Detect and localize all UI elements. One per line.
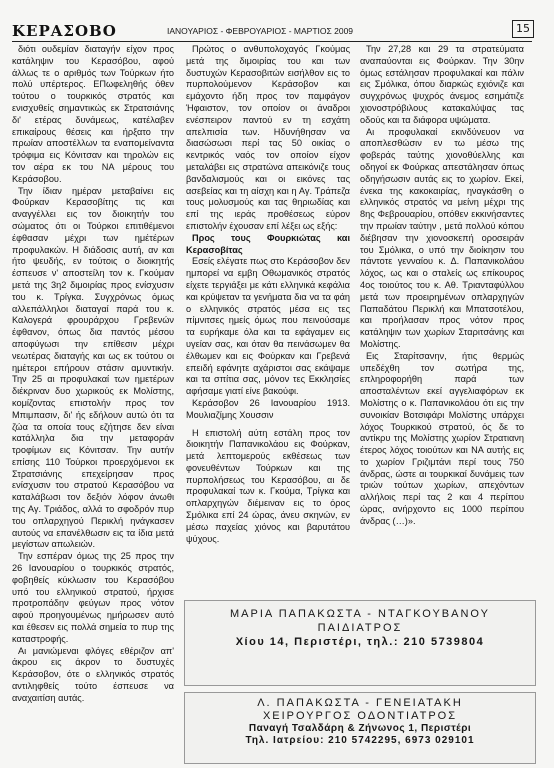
issue-date: ΙΑΝΟΥΑΡΙΟΣ - ΦΕΒΡΟΥΑΡΙΟΣ - ΜΑΡΤΙΟΣ 2009 bbox=[166, 26, 354, 36]
ad-doctor-specialty: ΧΕΙΡΟΥΡΓΟΣ ΟΔΟΝΤΙΑΤΡΟΣ bbox=[262, 710, 458, 722]
paragraph: Την εσπέραν όμως της 25 προς την 26 Ιανουαρίου ο τουρκικός στρατός, φοβηθείς κύκλωσιν του Κερασόβου υπό του ελληνικού στρατού, ήρχισε προτροπάδην φεύγων προς νότον αφού προηγουμένως ημήρωσεν αυτό και έθεσεν εις πολλά σημεία το πυρ της καταστροφής. bbox=[12, 551, 174, 644]
article-column-2 bbox=[186, 44, 350, 590]
article-column-1 bbox=[12, 44, 174, 760]
paragraph: Την ίδιαν ημέραν μεταβαίνει εις Φούρκαν Κερασοβίτης τις και αναγγέλλει εις τον διοικητήν του σώματος ότι οι Τούρκοι επιτιθέμενοι έφθασαν μέχρι των ημέτέρων προφυλακών. Η διάδοσις αυτή, αν και ήτο ψευδής, εν τούτοις ο διοικητής έσπευσε ν' αποστείλη τον κ. Γκούμαν μετά της 3η2 διμοιρίας προς ενίσχυσιν του κ. Τρίγκα. Συγχρόνως όμως αλλεπάλληλοι διαταγαί παρά του κ. Καλογερά φρουράρχου Γρεβενών έφθανον, όπως δια παντός μέσου αποφύγωσι την επίθεσιν μέχρι νεωτέρας διαταγής και ως εκ τούτου οι ημέτεροι επήρουν στάσιν αμυντικήν. Την 25 αι προφυλακαί των ημετέρων διέκριναν δυο χωρικούς εκ Μολίστης, κομίζοντας επιστολήν προς τον Μπιμπασιν, δι' ής εδήλουν αυτώ ότι τα ζώα τα οποία τους εζήτησε δεν είναι κατάλληλα δια την μεταφοράν τροφίμων εις Κόνιτσαν. Την αυτήν επίσης 110 Τούρκοι προερχόμενοι εκ Στρατσιάνης επεχείρησαν προς ενίσχυσιν του στρατού Κερασόβου να καταλάβωσι τον δεξιόν λόφον άνωθι της Αγ. Τριάδος, αλλά το σφοδρόν πυρ του οπλαρχηγού Περικλή ηνάγκασεν αυτούς να επανέλθωσιν εις τα ίδια μετά μεγίστων απωλειών. bbox=[12, 185, 174, 550]
paragraph: Την 27,28 και 29 τα στρατεύματα αναπαύονται εις Φούρκαν. Την 30ην όμως εστάλησαν προφυλακαί και πάλιν εις Σμόλικα, όπου διαρκώς εχιόνιζε και συγχρόνως ψυχρός άνεμος εσημάτιζε χιονοστρόβιλους κατακαλύψας τας οδούς και τα διάφορα υψώματα. bbox=[360, 44, 524, 125]
page-header bbox=[0, 0, 554, 40]
ad-doctor-phone: Τηλ. Ιατρείου: 210 5742295, 6973 029101 bbox=[245, 735, 475, 746]
article-column-3 bbox=[360, 44, 524, 590]
pediatrician-ad bbox=[184, 600, 536, 686]
ad-doctor-name: Λ. ΠΑΠΑΚΩΣΤΑ - ΓΕΝΕΙΑΤΑΚΗ bbox=[257, 697, 463, 709]
paragraph: διότι ουδεμίαν διαταγήν είχον προς κατάληψιν του Κερασόβου, αφού άλλως τε ο αριθμός των Τούρκων ήτο πολύ υπέρτερος. ΕΠωφεληθής όθεν τούτου ο τουρκικός στρατός και ενισχυθείς σημαντικώς εκ Στρατσιάνης δι' ετέρας δυνάμεως, κατέλαβεν επικαίρους θέσεις και ήρξατο την πρωίαν αποστέλλων τα εναπομείναντα τρόφιμα εις Κόνιτσαν και τηρολών εις τον αέρα εκ του ΝΑ μέρους του Κεράσοβου. bbox=[12, 44, 174, 184]
ad-doctor-address: Παναγή Τσαλδάρη & Ζήνωνος 1, Περιστέρι bbox=[248, 723, 472, 734]
ad-doctor-specialty: ΠΑΙΔΙΑΤΡΟΣ bbox=[317, 622, 403, 634]
paragraph: Η επιστολή αύτη εστάλη προς τον διοικητήν Παπανικολάου εις Φούρκαν, μετά λεπτομερούς εκθέσεως των φονευθέντων Τούρκων και της πυρπολήσεως του Κερασόβου, αι δε προφυλακαί των κ. Γκούμα, Τρίγκα και οπλαρχηγών διέμειναν εις το όρος Σμόλικα επί 24 ώρας, άνευ σκηνών, εν μέσω παχείας χιόνος και βαρυτάτου ψύχους. bbox=[186, 427, 350, 544]
dentist-ad bbox=[184, 692, 536, 764]
header-rule bbox=[12, 41, 532, 42]
ad-doctor-name: ΜΑΡΙΑ ΠΑΠΑΚΩΣΤΑ - ΝΤΑΓΚΟΥΒΑΝΟΥ bbox=[230, 608, 490, 620]
ad-doctor-address: Χίου 14, Περιστέρι, τηλ.: 210 5739804 bbox=[235, 636, 485, 648]
paragraph: Αι μανιώμεναι φλόγες εθέριζον απ' άκρου εις άκρον το δυστυχές Κεράσοβον, ότε ο ελληνικός στρατός αντιληφθείς τούτο έσπευσε να αναχαιτίση αυτάς. bbox=[12, 645, 174, 703]
page-number: 15 bbox=[512, 20, 534, 38]
letter-body: Εσείς ελέγατε πως στο Κεράσοβον δεν ημπορεί να εμβη Οθωμανικός στρατός είχετε τεργιάξει με κάτι ελληνικά κεφάλια και κρύψεταν τα γενήματα δια να τα φάη ο ελληνικός στρατός μέσα εις τες πίμνιτσες ημείς όμως που πεινούσαμε τα ευρήκαμε όλα και τα εφάγαμεν εις υγείαν σας, και όταν θα πεινάσωμεν θα έλθωμεν και εις Φούρκαν και Γρεβενά επειδή εφάνητε αχάριστοι σας εκάψαμε και τα σπίτια σας, μόνον τες Εκκλησίες αφήσαμε γιατί είνε βακούφι. bbox=[186, 256, 350, 397]
letter-heading: Προς τους Φουρκιώτας και Κερασοβίτας bbox=[186, 232, 350, 255]
paragraph: Εις Σταρίτσανην, ήτις θερμώς υπεδέχθη τον σωτήρα της, επληροφορήθη παρά των αποσταλέντων εκεί αγγελιαφόρων εκ Μολίστης ο κ. Παπανικολάου ότι εις την συνοικίαν Βοτσιφάρι Μολίστης υπάρχει λόχος Τουρκικού στρατού, ός δε το αντίκρυ της Μολίστης χωρίον Στρατιανη έτερος λόχος τοιούτων και ΝΑ αυτής εις το χωρίον Γριζιμτάνι περί τους 750 άνδρας, ώστε αι τουρκικαί δυνάμεις των τριών τούτων χωρίων, απεχόντων αλλήλοις περί τας 2 και 4 περίπου ώρας, ανήρχοντο εις 1000 περίπου άνδρας (…)». bbox=[360, 350, 524, 526]
letter-signature: Κεράσοβον 26 Ιανουαρίου 1913. Μουλιαζίμης Χουσσιν bbox=[186, 397, 350, 420]
paragraph: Πρώτος ο ανθυπολοχαγός Γκούμας μετά της διμοιρίας του και των δυστυχών Κερασοβιτών εισήλθον εις το πυρπολούμενον Κεράσοβον και εμάχοντο ήδη προς τον παμφάγον Ήφαιστον, τον οποίον οι άναδροι ενέσπειρον παντού εν τη εσχάτη απελπισία των. Ηδυνήθησαν να διασώσωσι περί τας 50 οικίας ο κεντρικός ναός τον οποίον είχον μεταλάβει εις στρατώνα απεικόνιζε τους βανδαλισμούς και οι εικόνες τας ασεβείας και τη αίσχη και η Αγ. Τράπεζα τους μολυσμούς και τας θηριωδίας και επί της ιεράς προθέσεως εύρον επιστολήν έχουσαν επί λέξει ως εξής: bbox=[186, 44, 350, 231]
paragraph: Αι προφυλακαί εκινδύνευον να αποπλεσθώσιν εν τω μέσω της φοβεράς ταύτης χιονοθύελλης και οδηγοί εκ Φούρκας απεστάλησαν όπως οδηγήσωσιν αυτάς εις το χωρίον. Εκεί, ένεκα της κακοκαιρίας, ηναγκάσθη ο ελληνικός στρατός να μείνη μέχρι της 8ης Φεβρουαρίου, οπόθεν εκκινήσαντες την πρωίαν ταύτην , μετά πολλού κόπου διέβησαν την χιονοσκεπή οροσειράν του Σμόλικα, ο υπό την διοίκησιν του πάντοτε γενναίου κ. Δ. Παπανικολάου λόχος, ως και ο σταλείς ως επίκουρος 4ος τοιούτος του κ. Αθ. Τριανταφύλλου μετά των προειρημένων οπλαρχηγών Παπαδάτου Περικλή και Μπατσοτέλου, και προήλασαν προς νότον προς κατάληψιν των χωρίων Σταριτσάνης και Μολίστης. bbox=[360, 126, 524, 349]
newspaper-logo: ΚΕΡΑΣΟΒΟ bbox=[12, 22, 117, 40]
